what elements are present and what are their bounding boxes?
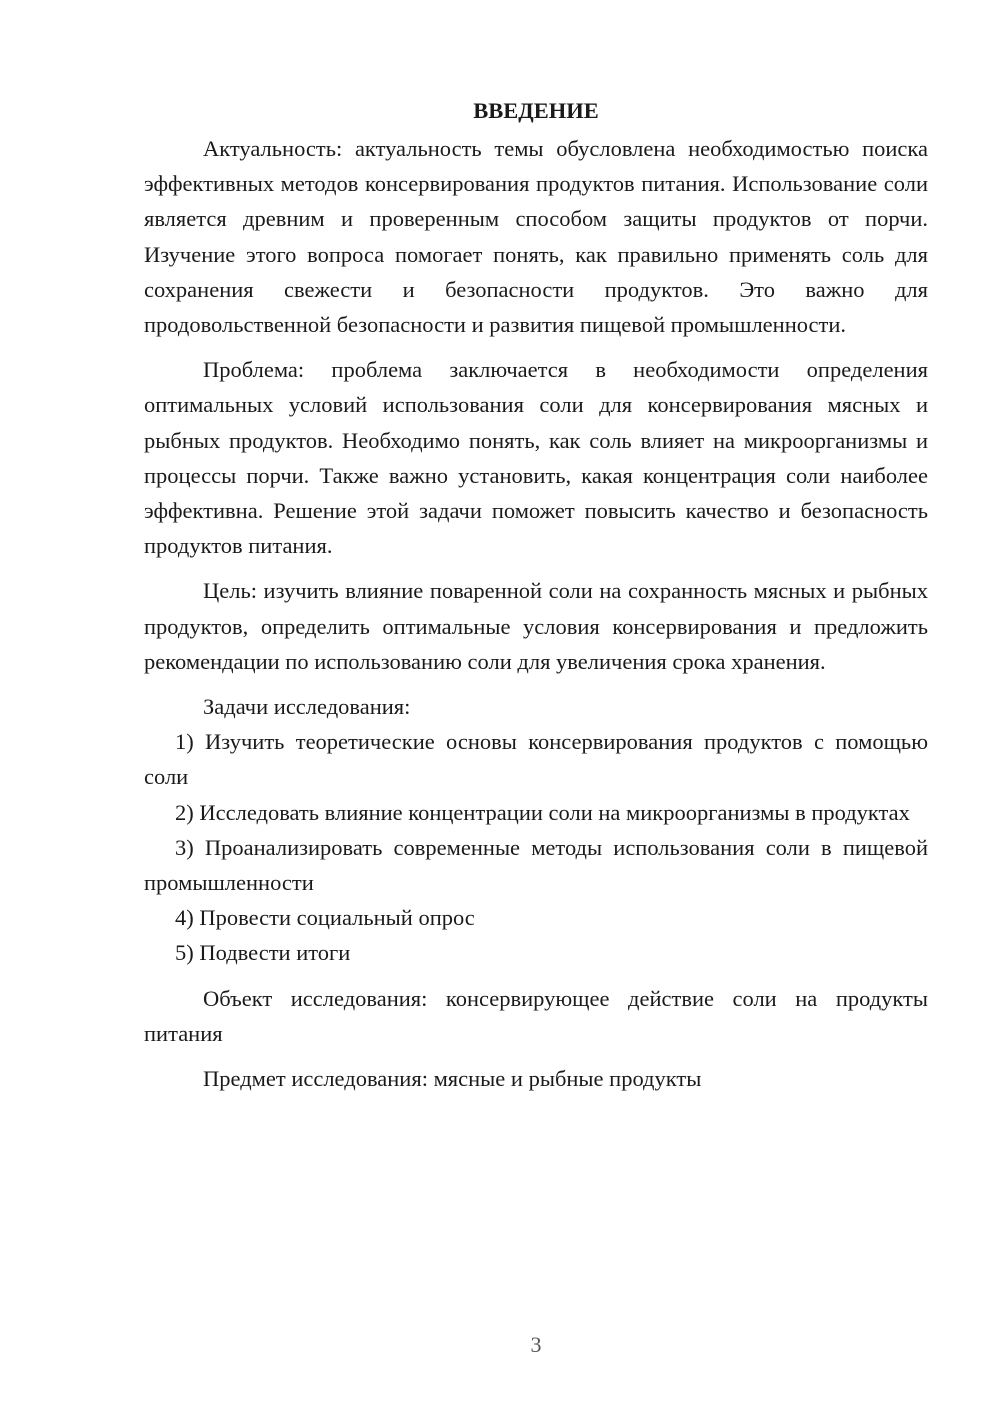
page-content: [144, 95, 928, 1096]
tasks-heading: Задачи исследования:: [203, 694, 411, 720]
task-item-3: 3) Проанализировать современные методы использования соли в пищевой промышленности: [144, 834, 928, 896]
problem-paragraph: Проблема: проблема заключается в необходимости определения оптимальных условий использования соли для консервирования мясных и рыбных продуктов. Необходимо понять, как соль влияет на микроорганизмы и процессы порчи. Также важно установить, какая концентрация соли наиболее эффективна. Решение этой задачи поможет повысить качество и безопасность продуктов питания.: [144, 357, 928, 559]
task-item-2: 2) Исследовать влияние концентрации соли на микроорганизмы в продуктах: [175, 799, 910, 825]
object-paragraph: Объект исследования: консервирующее действие соли на продукты питания: [144, 985, 928, 1046]
task-item-1: 1) Изучить теоретические основы консервирования продуктов с помощью соли: [144, 729, 928, 790]
task-item-4: 4) Провести социальный опрос: [175, 905, 475, 931]
goal-paragraph: Цель: изучить влияние поваренной соли на сохранность мясных и рыбных продуктов, определить оптимальные условия консервирования и предложить рекомендации по использованию соли для увеличения срока хранения.: [144, 578, 928, 674]
subject-paragraph: Предмет исследования: мясные и рыбные продукты: [203, 1066, 702, 1092]
page-number: 3: [530, 1332, 542, 1357]
relevance-paragraph: Актуальность: актуальность темы обусловлена необходимостью поиска эффективных методов консервирования продуктов питания. Использование соли является древним и проверенным способом защиты продуктов от порчи. Изучение этого вопроса помогает понять, как правильно применять соль для сохранения свежести и безопасности продуктов. Это важно для продовольственной безопасности и развития пищевой промышленности.: [144, 136, 928, 338]
task-item-5: 5) Подвести итоги: [175, 940, 351, 966]
page-title: ВВЕДЕНИЕ: [473, 98, 599, 123]
